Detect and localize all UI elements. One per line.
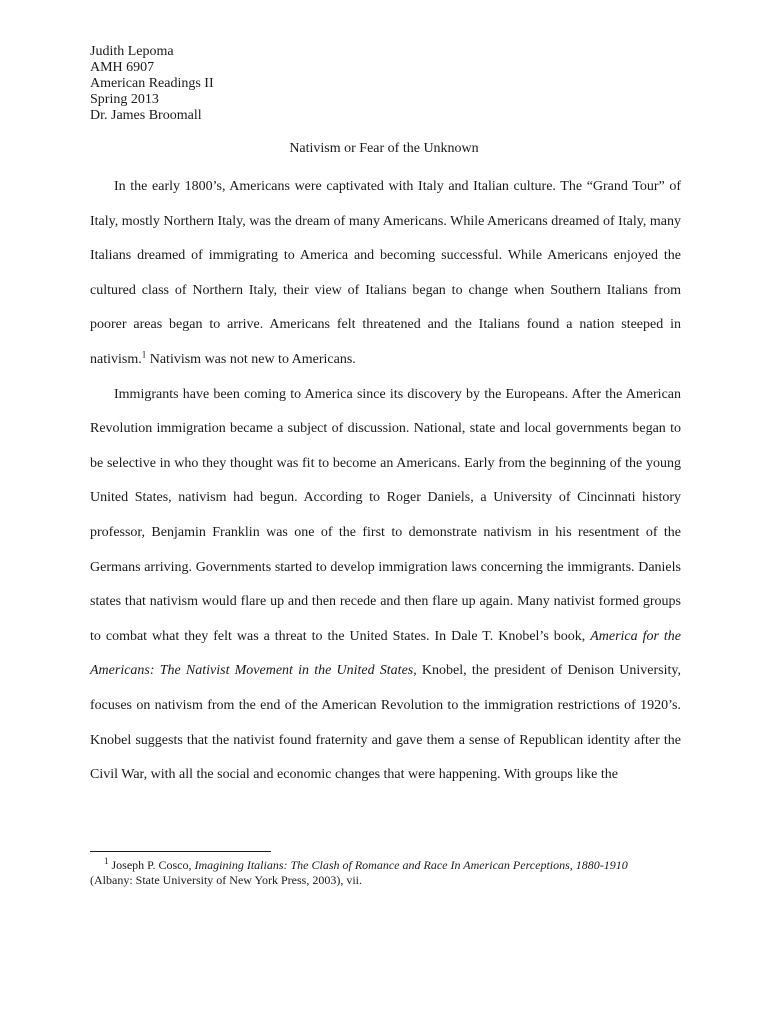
footnote-reference[interactable]: 1 [141,349,147,360]
term: Spring 2013 [90,92,159,107]
paragraph-1-text-b: Nativism was not new to Americans. [146,351,356,367]
document-title: Nativism or Fear of the Unknown [289,141,479,156]
footnote [90,858,690,888]
course-code: AMH 6907 [90,60,155,75]
author-name: Judith Lepoma [90,44,174,59]
footnote-number: 1 [104,856,109,866]
footnote-line-1 [90,858,690,873]
document-body [90,170,681,793]
course-name: American Readings II [90,76,214,91]
instructor-name: Dr. James Broomall [90,108,202,123]
paragraph-2-text-b: , Knobel, the president of Denison University, focuses on nativism from the end of the American Revolution to the immigration restrictions of 1920’s. Knobel suggests that the nativist found fraternity and gave them a sense of Republican identity after the Civil War, with all the social and economic changes that were happening. With groups like the [90,663,681,783]
footnote-title: Imagining Italians: The Clash of Romance and Race In American Perceptions, 1880-1910 [194,858,628,872]
footnote-publication: (Albany: State University of New York Press, 2003), vii. [90,873,362,887]
document-header [90,44,214,124]
footnote-divider [90,851,271,852]
paragraph-2-text-a: Immigrants have been coming to America since its discovery by the Europeans. After the American Revolution immigration became a subject of discussion. National, state and local governments began to be selective in who they thought was fit to become an Americans. Early from the beginning of the young United States, nativism had begun. According to Roger Daniels, a University of Cincinnati history professor, Benjamin Franklin was one of the first to demonstrate nativism in his resentment of the Germans arriving. Governments started to develop immigration laws concerning the immigrants. Daniels states that nativism would flare up and then recede and then flare up again. Many nativist formed groups to combat what they felt was a threat to the United States. In Dale T. Knobel’s book, [90,386,681,644]
footnote-author: Joseph P. Cosco, [108,858,195,872]
paragraph-2 [90,378,681,793]
paragraph-1-text-a: In the early 1800’s, Americans were captivated with Italy and Italian culture. The “Grand Tour” of Italy, mostly Northern Italy, was the dream of many Americans. While Americans dreamed of Italy, many Italians dreamed of immigrating to America and becoming successful. While Americans enjoyed the cultured class of Northern Italy, their view of Italians began to change when Southern Italians from poorer areas began to arrive. Americans felt threatened and the Italians found a nation steeped in nativism. [90,179,681,367]
paragraph-1 [90,170,681,378]
book-title: America for the Americans: The Nativist Movement in the United States [90,628,681,679]
